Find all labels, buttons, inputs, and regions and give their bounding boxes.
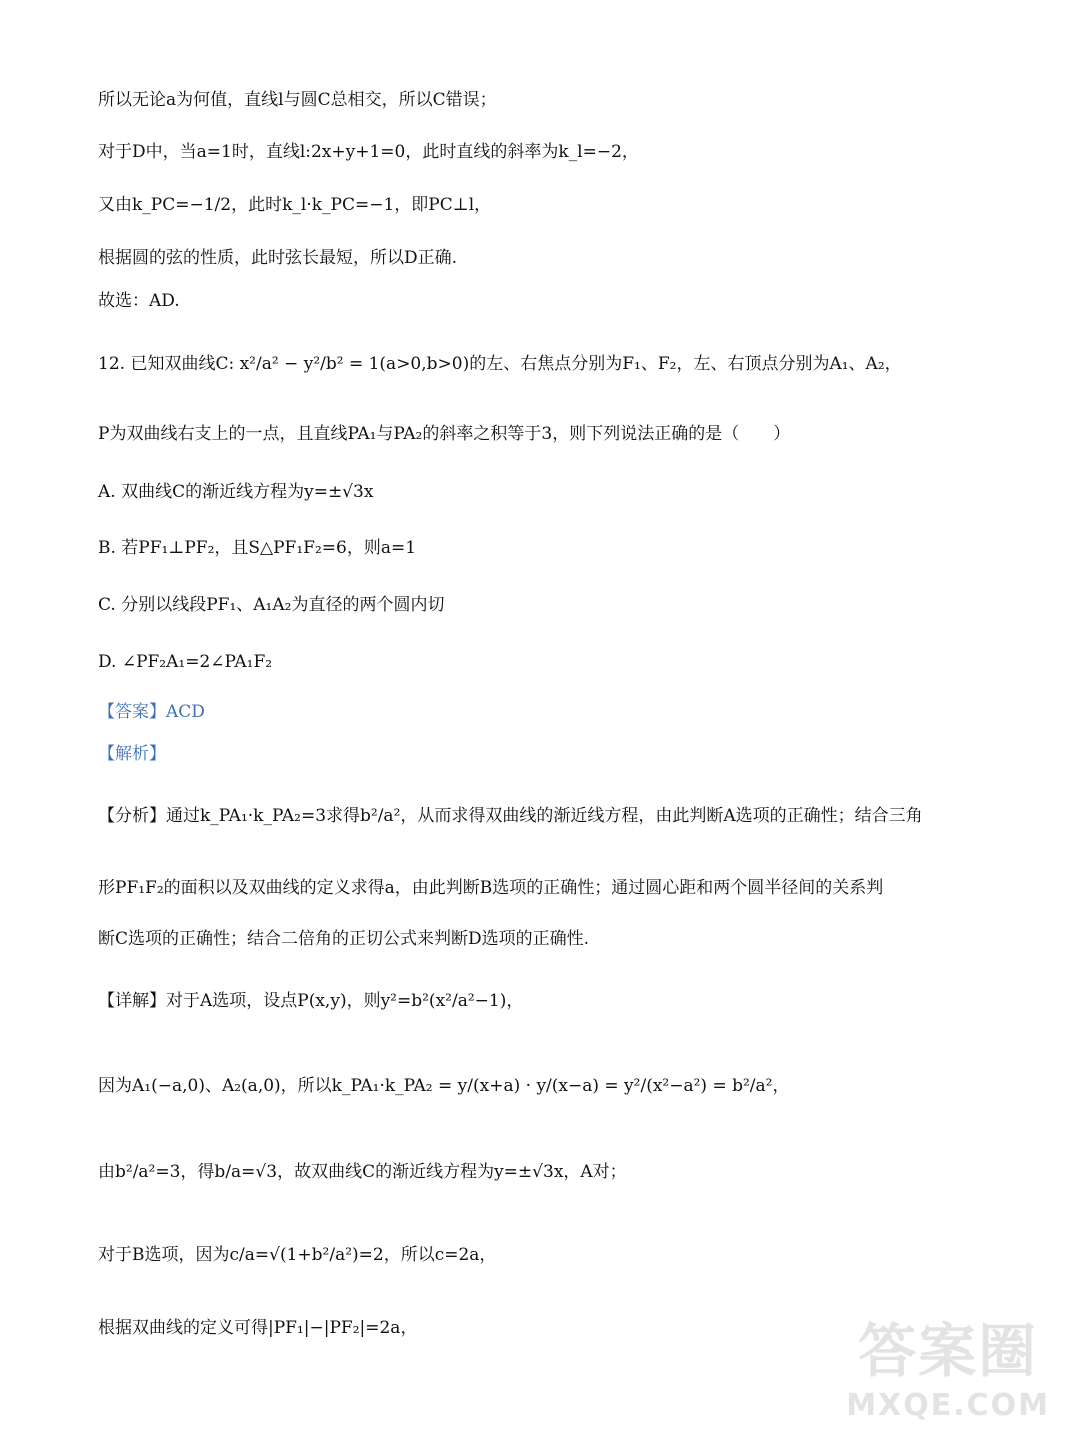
option-b: B. 若PF₁⊥PF₂，且S△PF₁F₂=6，则a=1 bbox=[98, 538, 417, 558]
option-d: D. ∠PF₂A₁=2∠PA₁F₂ bbox=[98, 652, 273, 672]
detail-line-3: 由b²/a²=3，得b/a=√3，故双曲线C的渐近线方程为y=±√3x，A对； bbox=[98, 1162, 627, 1182]
analysis-label: 【解析】 bbox=[98, 744, 166, 764]
analysis-line-1: 【分析】通过k_PA₁·k_PA₂=3求得b²/a²，从而求得双曲线的渐近线方程，由此判断A选项的正确性；结合三角 bbox=[98, 806, 923, 826]
option-a: A. 双曲线C的渐近线方程为y=±√3x bbox=[98, 482, 374, 502]
text-line-3: 又由k_PC=−1/2，此时k_l·k_PC=−1，即PC⊥l， bbox=[98, 195, 492, 215]
text-line-4: 根据圆的弦的性质，此时弦长最短，所以D正确. bbox=[98, 248, 458, 268]
question-12-stem: 12. 已知双曲线C: x²/a² − y²/b² = 1(a>0,b>0)的左、右焦点分别为F₁、F₂，左、右顶点分别为A₁、A₂， bbox=[98, 354, 902, 374]
analysis-line-2: 形PF₁F₂的面积以及双曲线的定义求得a，由此判断B选项的正确性；通过圆心距和两个圆半径间的关系判 bbox=[98, 878, 884, 898]
text-line-1: 所以无论a为何值，直线l与圆C总相交，所以C错误； bbox=[98, 90, 497, 110]
answer-label: 【答案】ACD bbox=[98, 702, 205, 722]
detail-line-4: 对于B选项，因为c/a=√(1+b²/a²)=2，所以c=2a， bbox=[98, 1245, 497, 1265]
watermark-logo-text: 答案圈 bbox=[858, 1317, 1039, 1385]
detail-line-1: 【详解】对于A选项，设点P(x,y)，则y²=b²(x²/a²−1)， bbox=[98, 991, 524, 1011]
option-c: C. 分别以线段PF₁、A₁A₂为直径的两个圆内切 bbox=[98, 595, 445, 615]
site-watermark bbox=[846, 1304, 1050, 1423]
detail-line-5: 根据双曲线的定义可得|PF₁|−|PF₂|=2a， bbox=[98, 1318, 418, 1338]
detail-line-2: 因为A₁(−a,0)、A₂(a,0)，所以k_PA₁·k_PA₂ = y/(x+a) · y/(x−a) = y²/(x²−a²) = b²/a²， bbox=[98, 1076, 790, 1096]
text-line-5: 故选：AD. bbox=[98, 291, 180, 311]
watermark-url: MXQE.COM bbox=[846, 1388, 1050, 1423]
question-12-stem-cont: P为双曲线右支上的一点，且直线PA₁与PA₂的斜率之积等于3，则下列说法正确的是（ ） bbox=[98, 424, 791, 444]
analysis-line-3: 断C选项的正确性；结合二倍角的正切公式来判断D选项的正确性. bbox=[98, 929, 590, 949]
text-line-2: 对于D中，当a=1时，直线l:2x+y+1=0，此时直线的斜率为k_l=−2， bbox=[98, 142, 639, 162]
